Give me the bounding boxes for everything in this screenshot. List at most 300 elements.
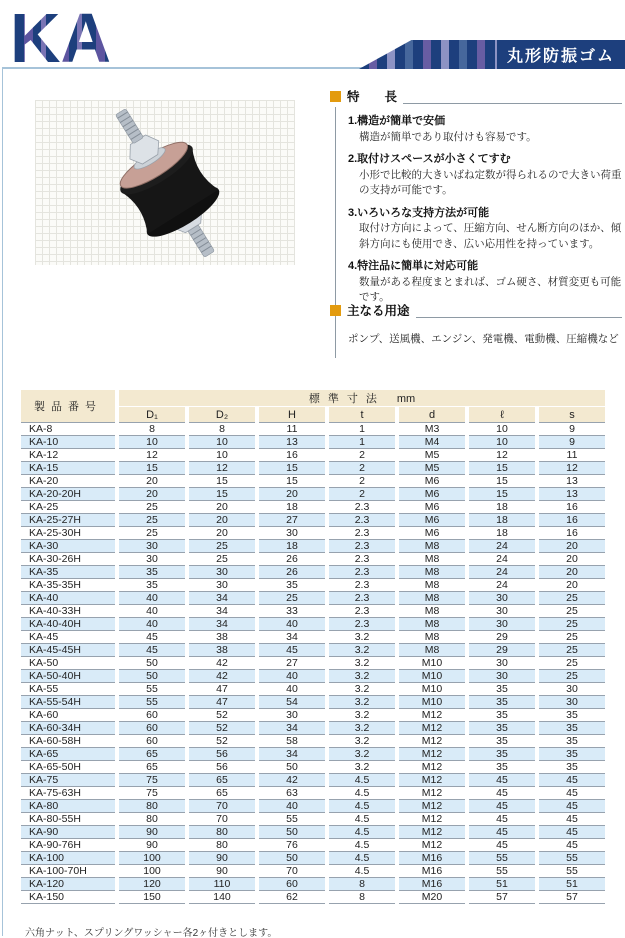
- dimension-cell: 47: [189, 696, 255, 709]
- dimension-cell: 18: [469, 501, 535, 514]
- dimension-cell: 55: [259, 813, 325, 826]
- table-row: [21, 553, 605, 566]
- dimension-cell: M8: [399, 605, 465, 618]
- dimension-cell: 15: [469, 488, 535, 501]
- dimension-cell: 3.2: [329, 644, 395, 657]
- table-row: [21, 527, 605, 540]
- dimension-cell: 4.5: [329, 865, 395, 878]
- dimension-cell: 20: [539, 553, 605, 566]
- dimension-cell: 16: [539, 514, 605, 527]
- dimension-cell: 65: [119, 748, 185, 761]
- dimension-cell: M12: [399, 800, 465, 813]
- dimension-cell: 25: [119, 527, 185, 540]
- dimension-cell: M12: [399, 813, 465, 826]
- dimension-cell: 25: [539, 670, 605, 683]
- dimension-cell: 25: [539, 618, 605, 631]
- brand-logo: [10, 6, 140, 68]
- dimension-cell: 50: [259, 761, 325, 774]
- dimension-cell: 63: [259, 787, 325, 800]
- table-row: [21, 449, 605, 462]
- dimension-cell: 30: [469, 618, 535, 631]
- product-number-cell: KA-45-45H: [21, 644, 115, 657]
- dimension-cell: 9: [539, 436, 605, 449]
- dimension-cell: 15: [189, 475, 255, 488]
- dimension-cell: 20: [119, 488, 185, 501]
- dimension-cell: 20: [259, 488, 325, 501]
- dimension-cell: 10: [469, 423, 535, 436]
- dimension-cell: 34: [189, 618, 255, 631]
- dimension-cell: 55: [119, 683, 185, 696]
- dimension-cell: 62: [259, 891, 325, 904]
- dimension-cell: 55: [469, 852, 535, 865]
- table-row: [21, 644, 605, 657]
- dimension-cell: 2.3: [329, 527, 395, 540]
- dimension-cell: M10: [399, 683, 465, 696]
- product-number-cell: KA-65-50H: [21, 761, 115, 774]
- dimension-cell: M5: [399, 462, 465, 475]
- dimension-cell: 34: [259, 748, 325, 761]
- feature-title: 3.いろいろな支持方法が可能: [348, 206, 490, 219]
- dimension-cell: 45: [539, 813, 605, 826]
- dimension-cell: 10: [119, 436, 185, 449]
- dimension-cell: M8: [399, 566, 465, 579]
- dimension-cell: 45: [539, 774, 605, 787]
- col-header-dim: D₁: [119, 407, 185, 423]
- dimension-cell: 3.2: [329, 657, 395, 670]
- dimension-cell: 4.5: [329, 839, 395, 852]
- table-row: [21, 631, 605, 644]
- col-header-product: 製品番号: [21, 390, 115, 423]
- table-row: [21, 566, 605, 579]
- dimension-cell: 2: [329, 462, 395, 475]
- dimension-cell: 40: [259, 670, 325, 683]
- feature-desc: 取付け方向によって、圧縮方向、せん断方向のほか、傾斜方向にも使用でき、広い応用性を持っています。: [359, 222, 622, 250]
- dimension-cell: 45: [469, 813, 535, 826]
- dimension-cell: 70: [189, 800, 255, 813]
- dimension-cell: 70: [189, 813, 255, 826]
- heading-rule: [403, 103, 622, 104]
- dimension-cell: M6: [399, 475, 465, 488]
- dimension-cell: 9: [539, 423, 605, 436]
- dimension-cell: 42: [259, 774, 325, 787]
- product-number-cell: KA-75: [21, 774, 115, 787]
- dimension-cell: 35: [469, 683, 535, 696]
- table-row: [21, 722, 605, 735]
- dimension-cell: 65: [189, 774, 255, 787]
- product-number-cell: KA-20: [21, 475, 115, 488]
- spec-table-wrap: [17, 390, 609, 904]
- page-title: 丸形防振ゴム: [497, 40, 625, 69]
- dimension-cell: 11: [539, 449, 605, 462]
- dimension-cell: 3.2: [329, 709, 395, 722]
- dimension-cell: 4.5: [329, 774, 395, 787]
- feature-title: 4.特注品に簡単に対応可能: [348, 259, 479, 272]
- dimension-cell: M8: [399, 644, 465, 657]
- dimension-cell: 45: [539, 826, 605, 839]
- table-row: [21, 813, 605, 826]
- dimension-cell: 35: [469, 735, 535, 748]
- dimension-cell: 33: [259, 605, 325, 618]
- table-row: [21, 774, 605, 787]
- dimension-cell: 25: [539, 605, 605, 618]
- product-number-cell: KA-80: [21, 800, 115, 813]
- product-number-cell: KA-50: [21, 657, 115, 670]
- features-heading: [330, 87, 622, 105]
- dimension-cell: 18: [259, 501, 325, 514]
- table-row: [21, 462, 605, 475]
- dimension-cell: 40: [119, 592, 185, 605]
- dimension-cell: 52: [189, 722, 255, 735]
- dimension-cell: 42: [189, 670, 255, 683]
- dimension-cell: 1: [329, 423, 395, 436]
- dimension-cell: M10: [399, 696, 465, 709]
- table-row: [21, 540, 605, 553]
- dimension-cell: 11: [259, 423, 325, 436]
- dimension-cell: 4.5: [329, 826, 395, 839]
- dimension-cell: 34: [189, 592, 255, 605]
- dimension-cell: 100: [119, 852, 185, 865]
- banner-stripes: [359, 40, 497, 69]
- dimension-cell: 24: [469, 566, 535, 579]
- product-number-cell: KA-60-58H: [21, 735, 115, 748]
- dimension-cell: 45: [469, 774, 535, 787]
- dimension-cell: 40: [119, 618, 185, 631]
- dimension-cell: 150: [119, 891, 185, 904]
- dimension-cell: 3.2: [329, 670, 395, 683]
- dimension-cell: 25: [539, 657, 605, 670]
- dimension-cell: 30: [259, 527, 325, 540]
- dimension-cell: 45: [469, 787, 535, 800]
- dimension-cell: M8: [399, 553, 465, 566]
- product-number-cell: KA-40: [21, 592, 115, 605]
- dimension-cell: M12: [399, 748, 465, 761]
- table-row: [21, 735, 605, 748]
- dimension-cell: 65: [189, 787, 255, 800]
- product-number-cell: KA-75-63H: [21, 787, 115, 800]
- dimension-cell: 75: [119, 787, 185, 800]
- dimension-cell: M4: [399, 436, 465, 449]
- dimension-cell: 56: [189, 748, 255, 761]
- dimension-cell: 80: [119, 800, 185, 813]
- dimension-cell: 52: [189, 709, 255, 722]
- dimension-cell: 30: [189, 579, 255, 592]
- dimension-cell: M20: [399, 891, 465, 904]
- dimension-cell: 35: [539, 761, 605, 774]
- dimension-cell: 50: [119, 670, 185, 683]
- dimension-cell: 29: [469, 644, 535, 657]
- dimension-cell: 25: [539, 644, 605, 657]
- orange-bullet-icon: [330, 305, 341, 316]
- dimension-cell: 76: [259, 839, 325, 852]
- dimension-cell: 1: [329, 436, 395, 449]
- dimension-cell: 35: [259, 579, 325, 592]
- product-number-cell: KA-25: [21, 501, 115, 514]
- dimension-cell: 51: [539, 878, 605, 891]
- dimension-cell: 25: [189, 540, 255, 553]
- dimension-cell: 34: [259, 722, 325, 735]
- dimension-cell: 26: [259, 566, 325, 579]
- dimension-cell: 4.5: [329, 852, 395, 865]
- dimension-cell: M6: [399, 527, 465, 540]
- dimension-cell: 4.5: [329, 800, 395, 813]
- applications-text: ポンプ、送風機、エンジン、発電機、電動機、圧縮機など: [335, 321, 622, 358]
- product-number-cell: KA-50-40H: [21, 670, 115, 683]
- dimension-cell: 25: [539, 592, 605, 605]
- dimension-cell: 24: [469, 553, 535, 566]
- feature-title: 1.構造が簡単で安価: [348, 115, 446, 127]
- dimension-cell: 18: [259, 540, 325, 553]
- product-number-cell: KA-35: [21, 566, 115, 579]
- dimension-cell: 60: [119, 735, 185, 748]
- dimension-cell: 75: [119, 774, 185, 787]
- dimension-cell: M8: [399, 540, 465, 553]
- product-number-cell: KA-12: [21, 449, 115, 462]
- col-header-dim: ℓ: [469, 407, 535, 423]
- dimension-cell: 55: [469, 865, 535, 878]
- dimension-cell: M12: [399, 826, 465, 839]
- dimension-cell: 80: [189, 826, 255, 839]
- col-header-dim: D₂: [189, 407, 255, 423]
- dimension-cell: 140: [189, 891, 255, 904]
- dimension-cell: 3.2: [329, 696, 395, 709]
- dimension-cell: M12: [399, 787, 465, 800]
- dimension-cell: 24: [469, 540, 535, 553]
- dimension-cell: 20: [539, 540, 605, 553]
- dimension-cell: 35: [539, 735, 605, 748]
- dimension-cell: 26: [259, 553, 325, 566]
- dimension-cell: 10: [189, 436, 255, 449]
- dimension-cell: M6: [399, 488, 465, 501]
- applications-section: [330, 301, 622, 358]
- dimension-cell: 58: [259, 735, 325, 748]
- dimension-cell: 3.2: [329, 631, 395, 644]
- dimension-cell: 20: [189, 501, 255, 514]
- dimension-cell: 20: [189, 514, 255, 527]
- dimension-cell: M5: [399, 449, 465, 462]
- dimension-cell: 45: [469, 839, 535, 852]
- table-row: [21, 878, 605, 891]
- dimension-cell: 90: [119, 826, 185, 839]
- dimension-cell: 45: [259, 644, 325, 657]
- dimension-cell: 40: [259, 618, 325, 631]
- dimension-cell: M16: [399, 865, 465, 878]
- dimension-cell: 45: [539, 787, 605, 800]
- table-row: [21, 592, 605, 605]
- vibration-mount-illustration: [45, 103, 285, 263]
- product-number-cell: KA-40-33H: [21, 605, 115, 618]
- table-row: [21, 865, 605, 878]
- product-number-cell: KA-90: [21, 826, 115, 839]
- table-row: [21, 852, 605, 865]
- dimension-cell: M8: [399, 579, 465, 592]
- applications-heading: [330, 301, 622, 319]
- dimension-cell: 30: [469, 605, 535, 618]
- dimension-cell: 35: [539, 748, 605, 761]
- product-number-cell: KA-55: [21, 683, 115, 696]
- dimension-cell: 3.2: [329, 761, 395, 774]
- dimension-cell: 42: [189, 657, 255, 670]
- spec-table: [17, 390, 609, 904]
- dimension-cell: 120: [119, 878, 185, 891]
- dimension-cell: 10: [189, 449, 255, 462]
- dimension-cell: 13: [539, 488, 605, 501]
- dimension-cell: 30: [469, 670, 535, 683]
- dimension-cell: 27: [259, 514, 325, 527]
- dimension-cell: 2.3: [329, 592, 395, 605]
- feature-item: [348, 259, 622, 305]
- table-row: [21, 826, 605, 839]
- table-row: [21, 696, 605, 709]
- feature-item: [348, 206, 622, 252]
- dimension-cell: 30: [189, 566, 255, 579]
- dimension-cell: 50: [259, 826, 325, 839]
- dimension-cell: 55: [539, 865, 605, 878]
- product-number-cell: KA-30-26H: [21, 553, 115, 566]
- dimension-cell: 16: [539, 501, 605, 514]
- product-number-cell: KA-90-76H: [21, 839, 115, 852]
- table-row: [21, 670, 605, 683]
- product-number-cell: KA-25-30H: [21, 527, 115, 540]
- dimension-cell: M12: [399, 722, 465, 735]
- table-row: [21, 501, 605, 514]
- product-number-cell: KA-120: [21, 878, 115, 891]
- dimension-cell: 15: [259, 475, 325, 488]
- dimension-cell: 12: [189, 462, 255, 475]
- table-row: [21, 839, 605, 852]
- dimension-cell: 30: [259, 709, 325, 722]
- product-number-cell: KA-45: [21, 631, 115, 644]
- dimension-cell: 57: [469, 891, 535, 904]
- col-header-dim: s: [539, 407, 605, 423]
- feature-desc: 構造が簡単であり取付けも容易です。: [359, 130, 537, 143]
- dimension-cell: 47: [189, 683, 255, 696]
- dimension-cell: 8: [329, 878, 395, 891]
- features-heading-label: 特 長: [347, 90, 398, 104]
- dimension-cell: 2: [329, 488, 395, 501]
- dimension-cell: 12: [469, 449, 535, 462]
- dimension-cell: 18: [469, 514, 535, 527]
- dimension-cell: 3.2: [329, 748, 395, 761]
- features-section: [330, 87, 622, 324]
- dimension-cell: M12: [399, 735, 465, 748]
- dimension-cell: 30: [469, 592, 535, 605]
- table-footnote: 六角ナット、スプリングワッシャー各2ヶ付きとします。: [25, 928, 278, 938]
- table-row: [21, 787, 605, 800]
- dimension-cell: 20: [539, 579, 605, 592]
- dimension-cell: 25: [539, 631, 605, 644]
- dimension-cell: 56: [189, 761, 255, 774]
- dimension-cell: 12: [119, 449, 185, 462]
- dimension-cell: 45: [539, 839, 605, 852]
- dimension-cell: 100: [119, 865, 185, 878]
- dimension-cell: 55: [539, 852, 605, 865]
- product-number-cell: KA-25-27H: [21, 514, 115, 527]
- dimension-cell: 45: [469, 800, 535, 813]
- table-row: [21, 514, 605, 527]
- product-number-cell: KA-100-70H: [21, 865, 115, 878]
- product-number-cell: KA-80-55H: [21, 813, 115, 826]
- dimension-cell: M16: [399, 852, 465, 865]
- table-row: [21, 423, 605, 436]
- dimension-cell: M12: [399, 709, 465, 722]
- dimension-cell: 35: [119, 579, 185, 592]
- dimension-cell: 90: [189, 852, 255, 865]
- logo-text: KA: [10, 6, 112, 68]
- dimension-cell: 25: [119, 514, 185, 527]
- dimension-cell: 34: [259, 631, 325, 644]
- dim-unit-label: mm: [396, 393, 416, 405]
- dimension-cell: 2.3: [329, 553, 395, 566]
- dimension-cell: 10: [469, 436, 535, 449]
- dimension-cell: M10: [399, 670, 465, 683]
- dimension-cell: 70: [259, 865, 325, 878]
- table-row: [21, 800, 605, 813]
- dimension-cell: 25: [259, 592, 325, 605]
- dimension-cell: 35: [119, 566, 185, 579]
- col-header-dim: t: [329, 407, 395, 423]
- dimension-cell: 3.2: [329, 722, 395, 735]
- dimension-cell: 20: [539, 566, 605, 579]
- dimension-cell: 60: [119, 722, 185, 735]
- feature-item: [348, 152, 622, 198]
- dimension-cell: 15: [259, 462, 325, 475]
- dimension-cell: 50: [259, 852, 325, 865]
- dimension-cell: 2.3: [329, 579, 395, 592]
- product-number-cell: KA-55-54H: [21, 696, 115, 709]
- dimension-cell: 16: [539, 527, 605, 540]
- spec-table-body: [21, 423, 605, 904]
- col-header-dim: H: [259, 407, 325, 423]
- dimension-cell: 40: [119, 605, 185, 618]
- dimension-cell: M8: [399, 631, 465, 644]
- dimension-cell: 35: [539, 709, 605, 722]
- dimension-cell: 35: [469, 761, 535, 774]
- dimension-cell: 40: [259, 683, 325, 696]
- heading-rule: [416, 317, 622, 318]
- dimension-cell: 18: [469, 527, 535, 540]
- dimension-cell: 38: [189, 644, 255, 657]
- dimension-cell: 45: [539, 800, 605, 813]
- product-number-cell: KA-40-40H: [21, 618, 115, 631]
- dimension-cell: 52: [189, 735, 255, 748]
- orange-bullet-icon: [330, 91, 341, 102]
- dimension-cell: 12: [539, 462, 605, 475]
- dimension-cell: M16: [399, 878, 465, 891]
- table-row: [21, 488, 605, 501]
- dim-header-label: 標準寸法: [308, 393, 385, 405]
- dimension-cell: 2.3: [329, 618, 395, 631]
- dimension-cell: 13: [259, 436, 325, 449]
- col-header-dim: d: [399, 407, 465, 423]
- dimension-cell: 54: [259, 696, 325, 709]
- table-row: [21, 475, 605, 488]
- product-number-cell: KA-65: [21, 748, 115, 761]
- table-row: [21, 709, 605, 722]
- product-number-cell: KA-15: [21, 462, 115, 475]
- dimension-cell: 45: [469, 826, 535, 839]
- dimension-cell: 15: [469, 475, 535, 488]
- table-row: [21, 618, 605, 631]
- applications-heading-label: 主なる用途: [347, 304, 410, 318]
- dimension-cell: 24: [469, 579, 535, 592]
- dimension-cell: M12: [399, 839, 465, 852]
- table-row: [21, 683, 605, 696]
- dimension-cell: 2.3: [329, 605, 395, 618]
- dimension-cell: 15: [119, 462, 185, 475]
- dimension-cell: 90: [189, 865, 255, 878]
- product-number-cell: KA-20-20H: [21, 488, 115, 501]
- dimension-cell: 8: [329, 891, 395, 904]
